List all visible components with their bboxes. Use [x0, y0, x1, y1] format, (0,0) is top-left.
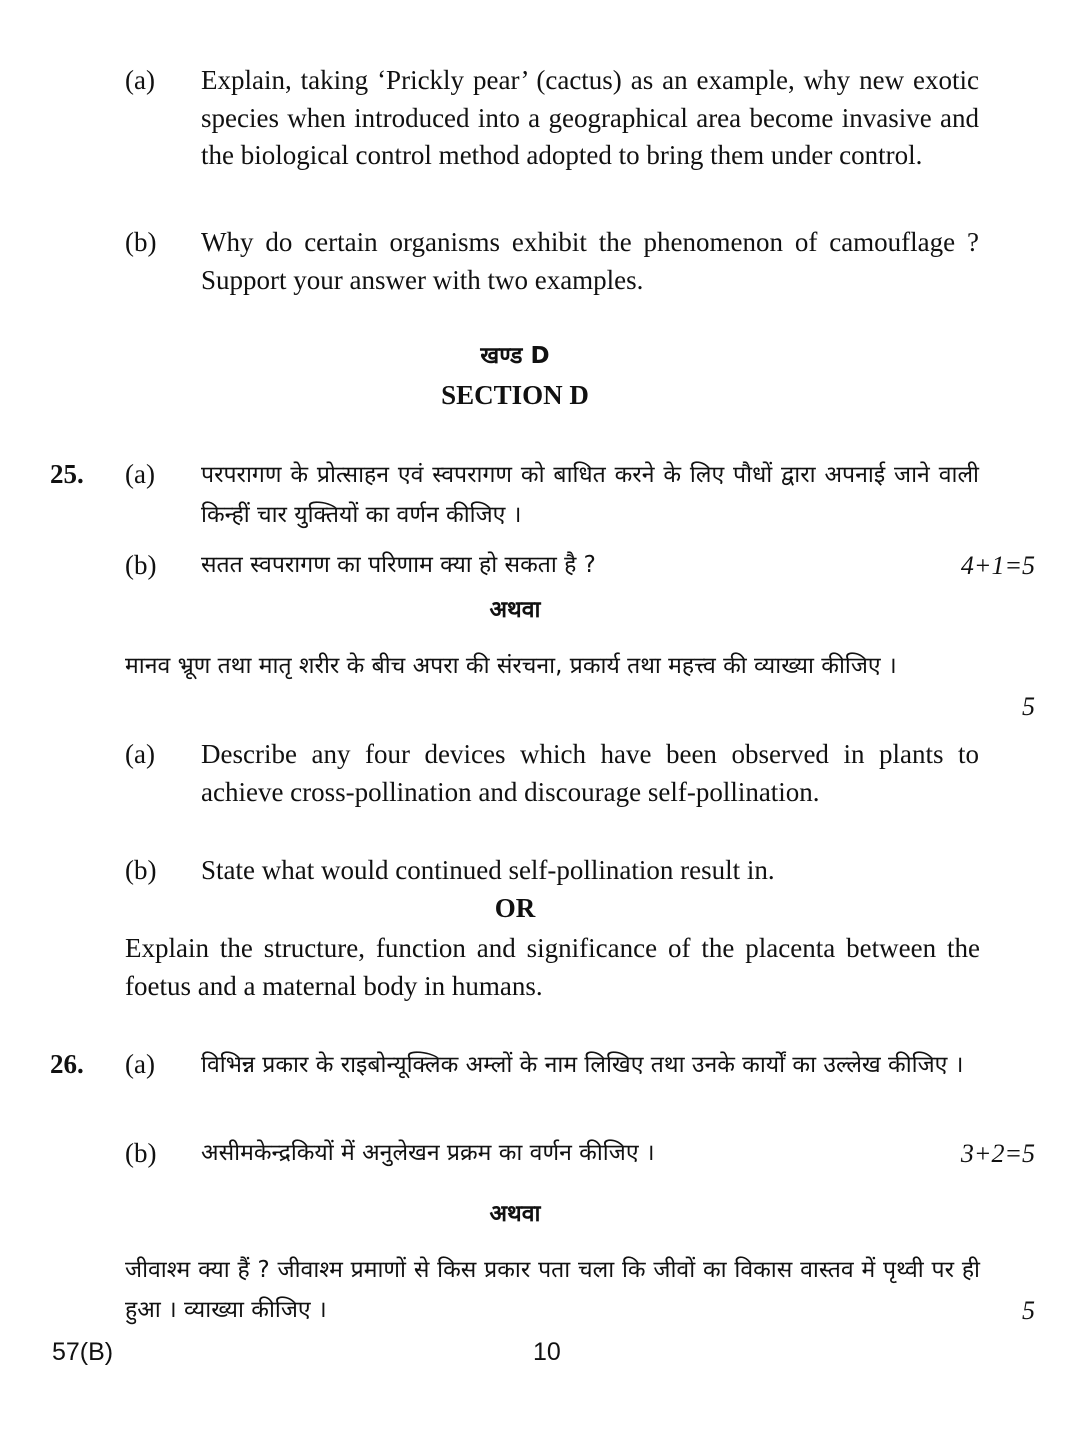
- q24-a-text: Explain, taking ‘Prickly pear’ (cactus) as an example, why new exotic species when introduced into a geographical area become invasive and the biological control method adopted to bring them under control.: [201, 65, 979, 170]
- q26-a-hindi: विभिन्न प्रकार के राइबोन्यूक्लिक अम्लों के नाम लिखिए तथा उनके कार्यों का उल्लेख कीजिए ।: [201, 1052, 964, 1078]
- paper-code: 57(B): [52, 1338, 114, 1366]
- section-heading-english: SECTION D: [441, 380, 589, 410]
- q25-alt-marks: 5: [1022, 692, 1035, 721]
- q25-a-hindi: परपरागण के प्रोत्साहन एवं स्वपरागण को बाधित करने के लिए पौधों द्वारा अपनाई जाने वाली किन्हीं चार युक्तियों का वर्णन कीजिए ।: [201, 462, 979, 528]
- q26-a-label: (a): [125, 1049, 155, 1079]
- q26-b-label: (b): [125, 1138, 157, 1168]
- page-number: 10: [533, 1338, 561, 1366]
- q26-number: 26.: [50, 1049, 84, 1079]
- q25-alt-english: Explain the structure, function and significance of the placenta between the foetus and a maternal body in humans.: [125, 933, 980, 1001]
- q24-b-text: Why do certain organisms exhibit the phenomenon of camouflage ? Support your answer with two examples.: [201, 227, 979, 295]
- q25-marks: 4+1=5: [960, 551, 1035, 580]
- q25-alt-hindi: मानव भ्रूण तथा मातृ शरीर के बीच अपरा की संरचना, प्रकार्य तथा महत्त्व की व्याख्या कीजिए ।: [125, 653, 897, 679]
- q25-b-hindi: सतत स्वपरागण का परिणाम क्या हो सकता है ?: [201, 552, 596, 578]
- q25-b-english: State what would continued self-pollination result in.: [201, 855, 775, 885]
- q25-b-label-hindi: (b): [125, 550, 157, 580]
- section-heading-hindi: खण्ड D: [480, 343, 550, 369]
- q25-a-label-hindi: (a): [125, 459, 155, 489]
- q25-a-english: Describe any four devices which have been observed in plants to achieve cross-pollination and discourage self-pollination.: [201, 739, 979, 807]
- q26-or-hindi: अथवा: [489, 1201, 541, 1227]
- q24-a-label: (a): [125, 65, 155, 95]
- q25-or-english: OR: [494, 893, 536, 923]
- q26-alt-hindi: जीवाश्म क्या हैं ? जीवाश्म प्रमाणों से किस प्रकार पता चला कि जीवों का विकास वास्तव में पृथ्वी पर ही हुआ । व्याख्या कीजिए ।: [125, 1257, 980, 1323]
- q25-number: 25.: [50, 459, 84, 489]
- q24-b-label: (b): [125, 227, 157, 257]
- q26-b-hindi: असीमकेन्द्रकियों में अनुलेखन प्रक्रम का वर्णन कीजिए ।: [201, 1140, 655, 1166]
- q25-b-label-english: (b): [125, 855, 157, 885]
- q25-or-hindi: अथवा: [489, 597, 541, 623]
- q26-marks: 3+2=5: [960, 1139, 1035, 1168]
- q25-a-label-english: (a): [125, 739, 155, 769]
- q26-alt-marks: 5: [1022, 1296, 1035, 1325]
